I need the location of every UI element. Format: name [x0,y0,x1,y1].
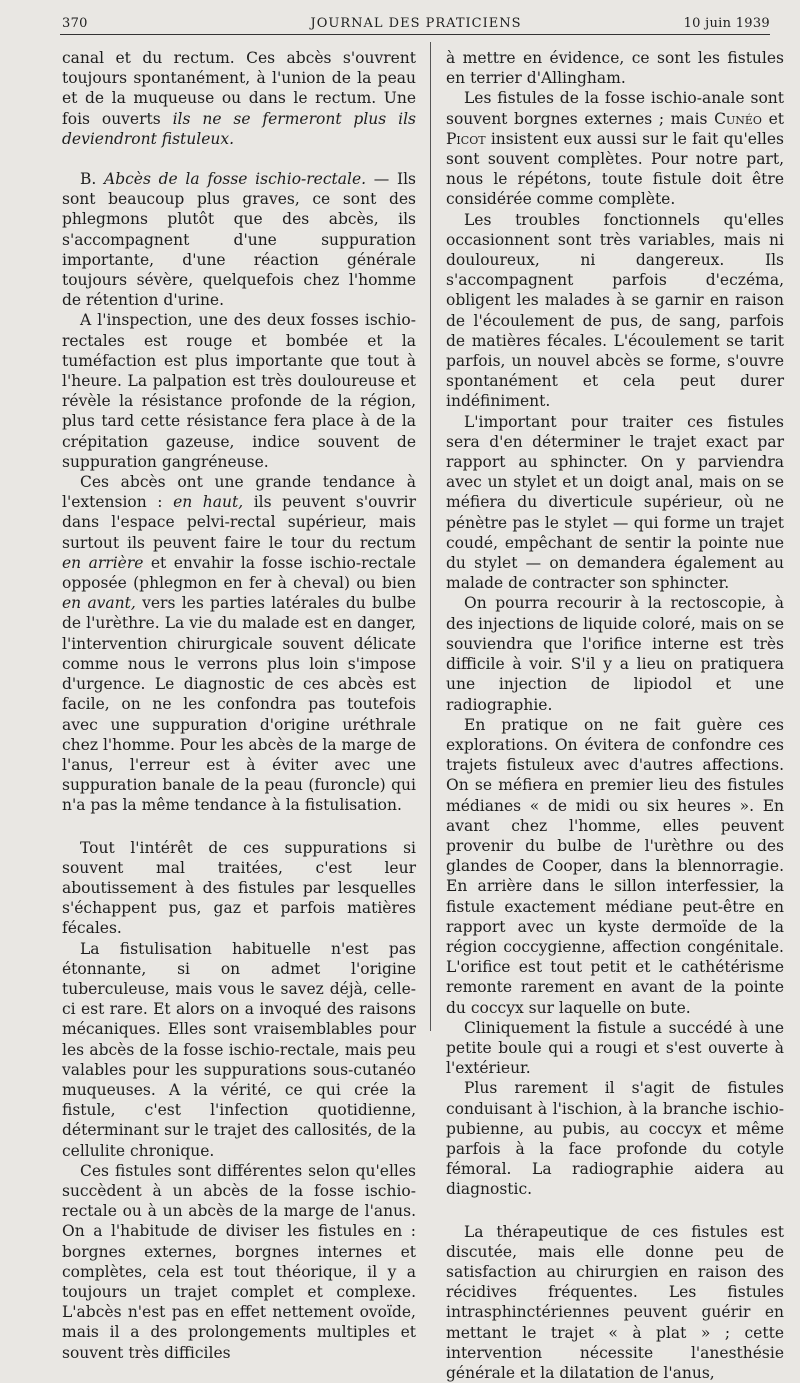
paragraph: à mettre en évidence, ce sont les fistules en terrier d'Allingham. [446,49,784,88]
author-name: Picot [446,129,486,148]
paragraph: Tout l'intérêt de ces suppurations si souvent mal traitées, c'est leur aboutissement à des fistules par lesquelles s'échappent pus, gaz et parfois matières fécales. [62,838,416,938]
journal-title: JOURNAL DES PRATICIENS [310,16,522,31]
left-column [62,48,416,1363]
right-column [446,48,784,1383]
emphasis-text: ils ne se fermeront plus ils deviendront fistuleux. [62,109,416,148]
paragraph [62,472,416,815]
paragraph: Cliniquement la fistule a succédé à une petite boule qui a rougi et s'est ouverte à l'extérieur. [446,1018,784,1078]
text-run: insistent eux aussi sur le fait qu'elles sont souvent complètes. Pour notre part, nous le répétons, toute fistule doit être considérée comme complète. [446,129,784,209]
section-heading: Abcès de la fosse ischio-rectale. [104,170,367,189]
section-label: B. [80,170,105,189]
paragraph: Ces fistules sont différentes selon qu'elles succèdent à un abcès de la fosse ischio-rectale ou à un abcès de la marge de l'anus. On a l'habitude de diviser les fistules en : borgnes externes, borgnes internes et complètes, cela est tout théorique, il y a toujours un trajet complet et complexe. L'abcès n'est pas en effet nettement ovoïde, mais il a des prolongements multiples et souvent très difficiles [62,1161,416,1362]
section-b-paragraph [62,169,416,310]
issue-date: 10 juin 1939 [683,16,770,31]
paragraph: Plus rarement il s'agit de fistules conduisant à l'ischion, à la branche ischio-pubienne, au pubis, au coccyx et même parfois à la face profonde du cotyle fémoral. La radiographie aidera au diagnostic. [446,1079,784,1199]
paragraph: A l'inspection, une des deux fosses ischio-rectales est rouge et bombée et la tuméfaction est plus importante que tout à l'heure. La palpation est très douloureuse et révèle la résistance profonde de la région, plus tard cette résistance fera place à de la crépitation gazeuse, indice souvent de suppuration gangréneuse. [62,311,416,471]
text-run: — Ils sont beaucoup plus graves, ce sont des phlegmons plutôt que des abcès, ils s'accompagnent d'une suppuration importante, d'une réaction générale toujours sévère, quelquefois chez l'homme de rétention d'urine. [62,170,417,310]
page-number: 370 [62,16,88,31]
paragraph: Les troubles fonctionnels qu'elles occasionnent sont très variables, mais ni douloureux, ni dangereux. Ils s'accompagnent parfois d'eczéma, obligent les malades à se garnir en raison de l'écoulement de pus, de sang, parfois de matières fécales. L'écoulement se tarit parfois, un nouvel abcès se forme, s'ouvre spontanément et cela peut durer indéfiniment. [446,210,784,411]
text-run: ils peuvent s'ouvrir dans l'espace pelvi-rectal supérieur, mais surtout ils peuvent faire le tour du rectum [62,493,416,552]
paragraph: En pratique on ne fait guère ces explorations. On évitera de confondre ces trajets fistuleux avec d'autres affections. On se méfiera en premier lieu des fistules médianes « de midi ou six heures ». En avant chez l'homme, elles peuvent provenir du bulbe de l'urèthre ou des glandes de Cooper, dans la blennorragie. En arrière dans le sillon interfessier, la fistule exactement médiane peut-être en rapport avec un kyste dermoïde de la région coccygienne, affection congénitale. L'orifice est tout petit et le cathétérisme remonte rarement en avant de la pointe du coccyx sur laquelle on bute. [446,715,784,1017]
paragraph: On pourra recourir à la rectoscopie, à des injections de liquide coloré, mais on se souviendra que l'orifice interne est très difficile à voir. S'il y a lieu on pratiquera une injection de lipiodol et une radiographie. [446,594,784,714]
paragraph [446,88,784,209]
paragraph [62,48,416,149]
paragraph: La thérapeutique de ces fistules est discutée, mais elle donne peu de satisfaction au chirurgien en raison des récidives fréquentes. Les fistules intrasphinctériennes peuvent guérir en mettant le trajet « à plat » ; cette intervention nécessite l'anesthésie générale et la dilatation de l'anus, [446,1222,784,1382]
emphasis-text: en avant, [62,594,136,613]
text-run: et envahir la fosse ischio-rectale opposée (phlegmon en fer à cheval) ou bien [62,553,416,593]
column-divider [430,42,431,1031]
text-run: vers les parties latérales du bulbe de l'urèthre. La vie du malade est en danger, l'intervention chirurgicale souvent délicate comme nous le verrons plus loin s'impose d'urgence. Le diagnostic de ces abcès est facile, on ne les confondra pas toutefois avec une suppuration d'origine uréthrale chez l'homme. Pour les abcès de la marge de l'anus, l'erreur est à éviter avec une suppuration banale de la peau (furoncle) qui n'a pas la même tendance à la fistulisation. [62,594,416,815]
text-run: et [761,109,784,128]
text-run: canal et du rectum. Ces abcès s'ouvrent toujours spontanément, à l'union de la peau et de la muqueuse ou dans le rectum. Une fois ouverts [62,49,416,128]
text-run: Les fistules de la fosse ischio-anale sont souvent borgnes externes ; mais [446,89,784,128]
paragraph: La fistulisation habituelle n'est pas étonnante, si on admet l'origine tuberculeuse, mais vous le savez déjà, celle-ci est rare. Et alors on a invoqué des raisons mécaniques. Elles sont vraisemblables pour les abcès de la fosse ischio-rectale, mais peu valables pour les suppurations sous-cutanéo muqueuses. A la vérité, ce qui crée la fistule, c'est l'infection quotidienne, déterminant sur le trajet des callosités, de la cellulite chronique. [62,939,416,1160]
header-rule [60,34,770,35]
emphasis-text: en arrière [62,553,144,572]
emphasis-text: en haut, [173,493,244,512]
author-name: Cunéo [714,109,762,128]
paragraph: L'important pour traiter ces fistules sera d'en déterminer le trajet exact par rapport au sphincter. On y parviendra avec un stylet et un doigt anal, mais on se méfiera du diverticule supérieur, où ne pénètre pas le stylet — qui forme un trajet coudé, empêchant de sentir la pointe nue du stylet — on demandera également au malade de contracter son sphincter. [446,412,784,593]
text-run: Ces abcès ont une grande tendance à l'extension : [62,473,416,512]
